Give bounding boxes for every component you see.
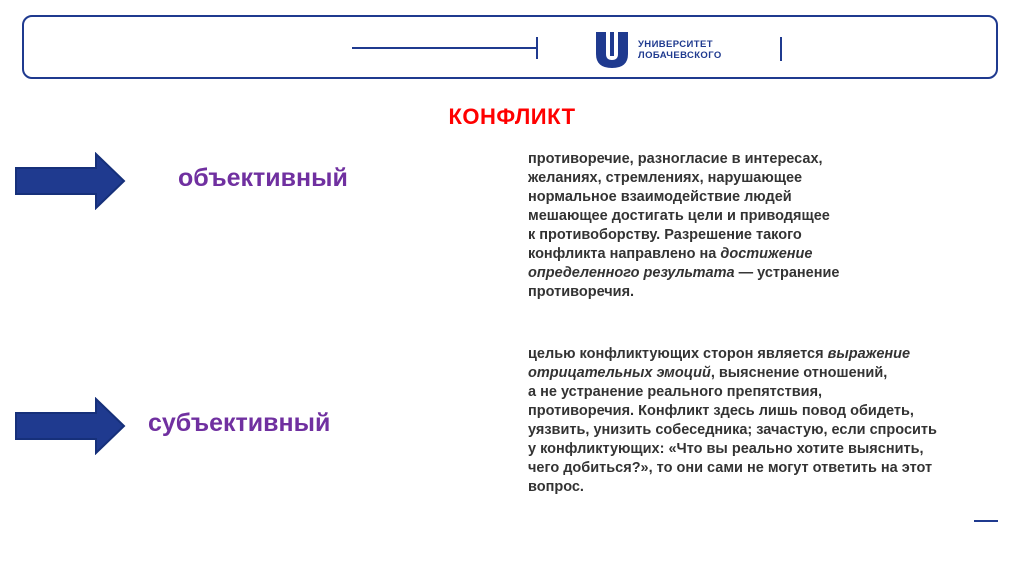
header-divider-line (352, 47, 538, 49)
term-subjective: субъективный (148, 409, 331, 437)
subjective-description (528, 345, 998, 497)
logo-shield-icon (594, 30, 630, 70)
desc-text: противоречие, разногласие в интересах, желаниях, стремлениях, нарушающее нормальное взаимодействие людей мешающее достигать цели и приводящее к противоборству. Разрешение такого конфликта направлено на (528, 151, 830, 262)
university-logo (594, 30, 722, 70)
desc-emphasis: выражение отрицательных эмоций (528, 346, 911, 381)
term-objective: объективный (178, 164, 348, 192)
desc-text: целью конфликтующих сторон является (528, 346, 828, 362)
corner-accent-line (974, 520, 998, 522)
objective-description (528, 150, 998, 302)
logo-text (638, 39, 722, 61)
header-divider-tick (536, 37, 538, 59)
logo-line-1: УНИВЕРСИТЕТ (638, 39, 713, 50)
desc-emphasis: достижение определенного результата (528, 246, 813, 281)
page-title: КОНФЛИКТ (448, 104, 576, 129)
desc-text: , выяснение отношений, а не устранение реального препятствия, противоречия. Конфликт здесь лишь повод обидеть, уязвить, унизить собеседника; зачастую, если спросить у конфликтующих: «Что вы реально хотите выяснить, чего добиться?», то они сами не могут ответить на этот вопрос. (528, 365, 937, 495)
desc-text: — устранение противоречия. (528, 265, 840, 300)
right-arrow-icon (14, 152, 126, 210)
logo-line-2: ЛОБАЧЕВСКОГО (638, 50, 722, 61)
header-right-tick (780, 37, 782, 61)
right-arrow-icon (14, 397, 126, 455)
